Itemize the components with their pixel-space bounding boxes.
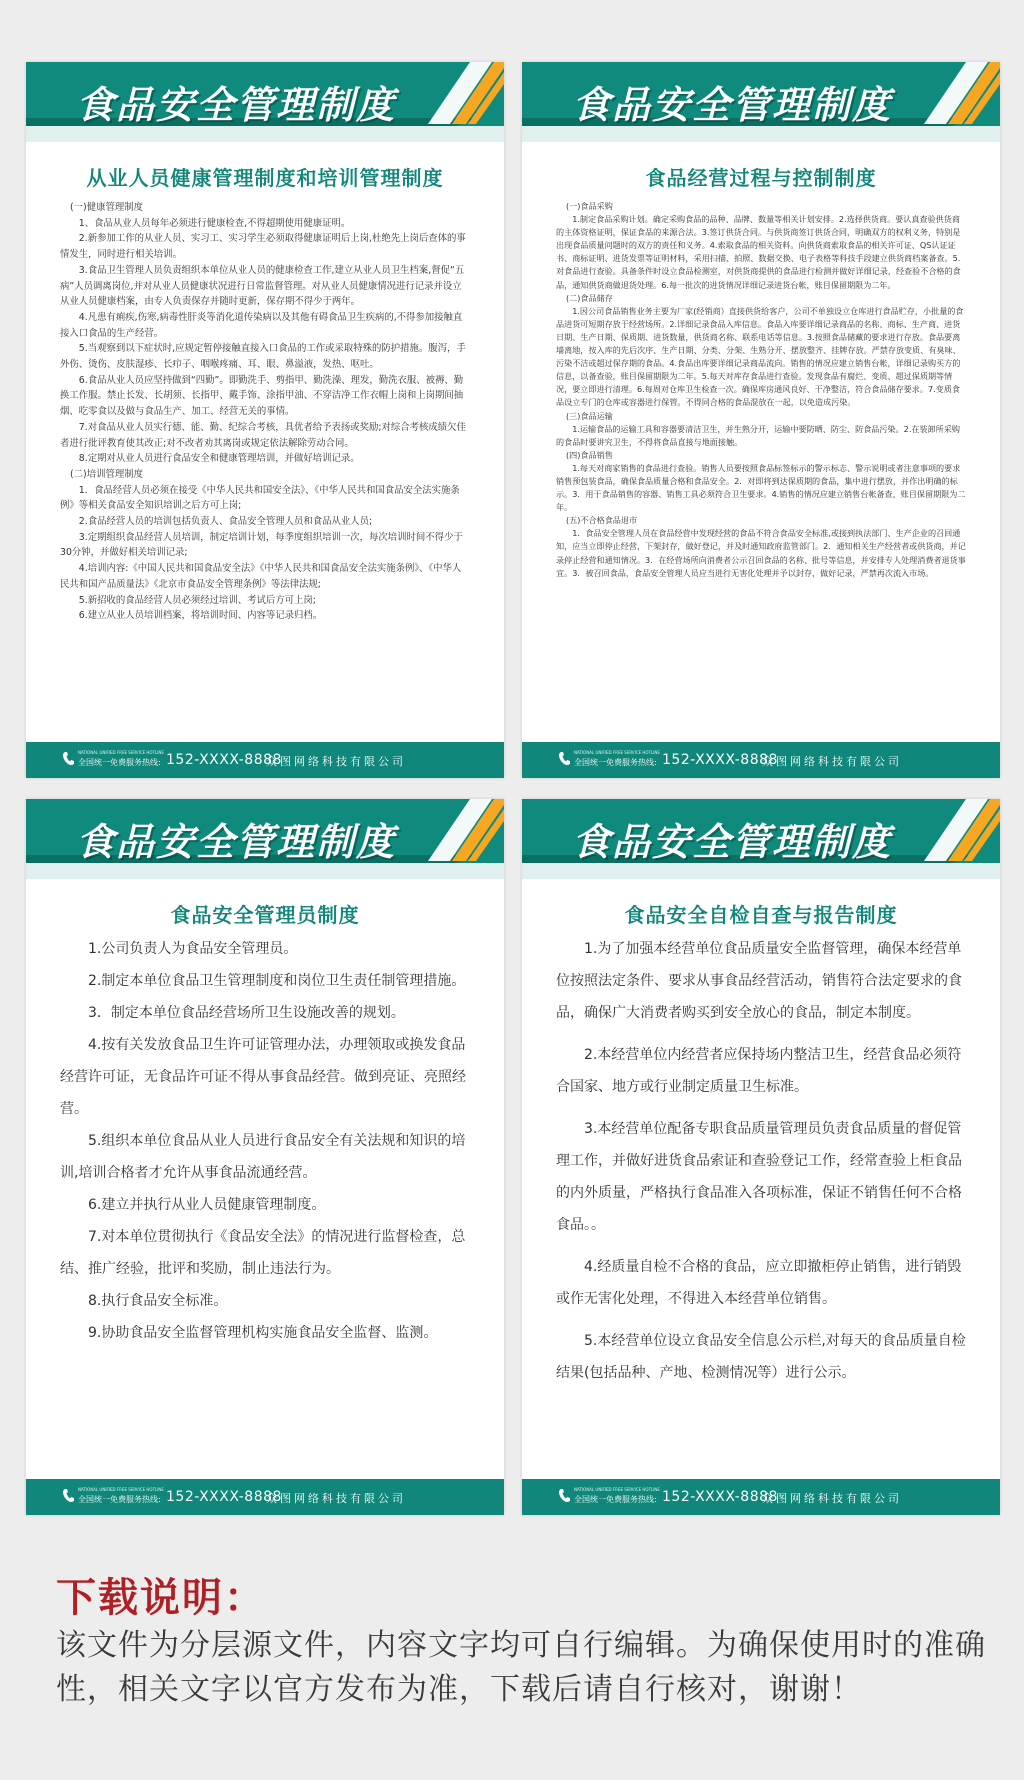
paragraph: 8.定期对从业人员进行食品安全和健康管理培训，并做好培训记录。 bbox=[78, 453, 360, 465]
header-banner bbox=[26, 799, 504, 879]
phone-number: 152-XXXX-8888 bbox=[166, 1489, 282, 1505]
company-name: 众图网络科技有限公司 bbox=[762, 1492, 902, 1505]
header-banner bbox=[522, 62, 1000, 142]
board-subtitle: 从业人员健康管理制度和培训管理制度 bbox=[86, 166, 444, 190]
phone-icon bbox=[62, 1488, 74, 1504]
paragraph: 3.食品卫生管理人员负责组织本单位从业人员的健康检查工作,建立从业人员卫生档案,督促“五病”人员调离岗位,并对从业人员健康状况进行日常监督管理。对从业人员健康情况进行记录并设立从业人员健康档案，由专人负责保存并随时更新，保存期不得少于两年。 bbox=[60, 264, 465, 308]
company-name: 众图网络科技有限公司 bbox=[762, 755, 902, 768]
hotline-english: NATIONAL UNIFIED FREE SERVICE HOTLINE bbox=[78, 1487, 164, 1492]
paragraph: 7.对食品从业人员实行德、能、勤、纪综合考核，具优者给予表扬或奖励;对综合考核成绩欠佳者进行批评教育使其改正;对不改者劝其离岗或规定依法解除劳动合同。 bbox=[60, 421, 466, 449]
paragraph: 4.培训内容:《中国人民共和国食品安全法》《中华人民共和国食品安全法实施条例》、《中华人民共和国产品质量法》《北京市食品安全管理条例》等法律法规; bbox=[60, 563, 462, 590]
hotline-english: NATIONAL UNIFIED FREE SERVICE HOTLINE bbox=[574, 1487, 660, 1492]
paragraph: 2.制定本单位食品卫生管理制度和岗位卫生责任制管理措施。 bbox=[88, 973, 466, 989]
paragraph: 1.制定食品采购计划。确定采购食品的品种、品牌、数量等相关计划安排。2.选择供货商。要认真查验供货商的主体资格证明，保证食品的来源合法。3.签订供货合同。与供货商签订供货合同，明确双方的权利义务，特别是出现食品质量问题时的双方的责任和义务。4.索取食品的相关资料。向供货商索取食品的相关许可证、QS认证证书、商标证明、进货发票等证明材料，采用扫描、拍照、数据交换、电子表格等科技手段建立供货商档案备查。5.对食品进行查验。具备条件时设立食品检测室，对供货商提供的食品进行检测并做好详细记录，经查验不合格的食品，通知供货商做退货处理。6.每一批次的进货情况详细记录进货台帐，账目保留期限为二年。 bbox=[556, 214, 961, 290]
hotline-label: 全国统一免费服务热线: bbox=[574, 1495, 657, 1504]
board-body bbox=[556, 933, 968, 1389]
header-banner bbox=[26, 62, 504, 142]
section-heading: (二)食品储存 bbox=[566, 292, 613, 303]
company-name: 众图网络科技有限公司 bbox=[266, 1492, 406, 1505]
header-title: 食品安全管理制度 bbox=[572, 820, 893, 864]
phone-number: 152-XXXX-8888 bbox=[166, 752, 282, 768]
paragraph: 3．制定本单位食品经营场所卫生设施改善的规划。 bbox=[88, 1005, 405, 1021]
header-title: 食品安全管理制度 bbox=[76, 820, 397, 864]
paragraph: 8.执行食品安全标准。 bbox=[88, 1293, 228, 1309]
footer-bar bbox=[522, 1479, 1000, 1515]
paragraph: 3.定期组织食品经营人员培训，制定培训计划，每季度组织培训一次，每次培训时间不得少于30分钟，并做好相关培训记录; bbox=[60, 531, 463, 559]
section-heading: (五)不合格食品退市 bbox=[566, 515, 638, 526]
hotline-label: 全国统一免费服务热线: bbox=[78, 758, 161, 767]
phone-number: 152-XXXX-8888 bbox=[662, 1489, 778, 1505]
paragraph: 2.食品经营人员的培训包括负责人、食品安全管理人员和食品从业人员; bbox=[78, 516, 373, 528]
board-body bbox=[60, 200, 470, 624]
company-name: 众图网络科技有限公司 bbox=[266, 755, 406, 768]
hotline-english: NATIONAL UNIFIED FREE SERVICE HOTLINE bbox=[78, 750, 164, 755]
header-title: 食品安全管理制度 bbox=[76, 83, 397, 127]
download-note-text: 该文件为分层源文件，内容文字均可自行编辑。为确保使用时的准确性，相关文字以官方发布为准，下载后请自行核对，谢谢！ bbox=[56, 1628, 986, 1707]
paragraph: 5.本经营单位设立食品安全信息公示栏,对每天的食品质量自检结果(包括品种、产地、检测情况等）进行公示。 bbox=[556, 1333, 966, 1381]
paragraph: 6.食品从业人员应坚持做到“四勤”。即勤洗手、剪指甲、勤洗澡、理发，勤洗衣服、被褥、勤换工作服。禁止长发、长胡须、长指甲、戴手饰、涂指甲油、不穿洁净工作衣帽上岗和上岗期间抽烟、吃零食以及做与食品生产、加工、经营无关的事情。 bbox=[60, 374, 464, 418]
header-title: 食品安全管理制度 bbox=[572, 83, 893, 127]
paragraph: 1、食品从业人员每年必须进行健康检查,不得超期使用健康证明。 bbox=[78, 217, 351, 229]
section-heading: (一)食品采购 bbox=[566, 201, 613, 211]
section-heading: (三)食品运输 bbox=[566, 410, 613, 421]
board-subtitle: 食品安全自检自查与报告制度 bbox=[624, 903, 898, 927]
paragraph: 5.当观察到以下症状时,应规定暂停接触直接入口食品的工作或采取特殊的防护措施。腹泻，手外伤、烫伤、皮肤湿疹、长疖子、咽喉疼痛、耳、眼、鼻溢液，发热、呕吐。 bbox=[60, 343, 466, 371]
paragraph: 1.为了加强本经营单位食品质量安全监督管理，确保本经营单位按照法定条件、要求从事食品经营活动，销售符合法定要求的食品，确保广大消费者购买到安全放心的食品，制定本制度。 bbox=[556, 941, 962, 1021]
board-operation-control bbox=[522, 62, 1000, 778]
paragraph: 4.经质量自检不合格的食品，应立即撤柜停止销售，进行销毁或作无害化处理，不得进入本经营单位销售。 bbox=[556, 1259, 962, 1307]
paragraph: 2.新参加工作的从业人员、实习工、实习学生必须取得健康证明后上岗,杜绝先上岗后查体的事情发生，同时进行相关培训。 bbox=[60, 233, 466, 261]
paragraph: 3.本经营单位配备专职食品质量管理员负责食品质量的督促管理工作，并做好进货食品索证和查验登记工作，经常查验上柜食品的内外质量，严格执行食品准入各项标准，保证不销售任何不合格食品。。 bbox=[556, 1121, 962, 1233]
hotline-label: 全国统一免费服务热线: bbox=[78, 1495, 161, 1504]
paragraph: 2.本经营单位内经营者应保持场内整洁卫生，经营食品必须符合国家、地方或行业制定质量卫生标准。 bbox=[556, 1047, 962, 1095]
phone-icon bbox=[558, 1488, 570, 1504]
hotline-label: 全国统一免费服务热线: bbox=[574, 758, 657, 767]
paragraph: 1.公司负责人为食品安全管理员。 bbox=[88, 941, 298, 957]
paragraph: 4.按有关发放食品卫生许可证管理办法，办理领取或换发食品经营许可证，无食品许可证不得从事食品经营。做到亮证、亮照经营。 bbox=[60, 1037, 466, 1117]
paragraph: 4.凡患有痢疾,伤寒,病毒性肝炎等消化道传染病以及其他有碍食品卫生疾病的,不得参加接触直接入口食品的生产经营。 bbox=[60, 311, 463, 339]
footer-bar bbox=[26, 742, 504, 778]
paragraph: 1.每天对商家销售的食品进行查验。销售人员要按照食品标签标示的警示标志、警示说明或者注意事项的要求销售预包装食品，确保食品质量合格和食品安全。2．对即将到达保质期的食品，集中进行摆放，并作出明确的标示。3．用于食品销售的容器、销售工具必须符合卫生要求。4.销售的情况应建立销售台帐备查，账目保留期限为二年。 bbox=[556, 462, 966, 513]
paragraph: 9.协助食品安全监督管理机构实施食品安全监督、监测。 bbox=[88, 1325, 438, 1341]
paragraph: 1．食品经营人员必须在接受《中华人民共和国安全法》、《中华人民共和国食品安全法实施条例》等相关食品安全知识培训之后方可上岗; bbox=[60, 484, 460, 512]
board-subtitle: 食品经营过程与控制制度 bbox=[645, 166, 877, 190]
paragraph: 5.组织本单位食品从业人员进行食品安全有关法规和知识的培训,培训合格者才允许从事食品流通经营。 bbox=[60, 1133, 466, 1181]
footer-bar bbox=[522, 742, 1000, 778]
board-health-training bbox=[26, 62, 504, 778]
board-body bbox=[556, 200, 966, 580]
hotline-english: NATIONAL UNIFIED FREE SERVICE HOTLINE bbox=[574, 750, 660, 755]
paragraph: 1．食品安全管理人员在食品经营中发现经营的食品不符合食品安全标准,或接到执法部门、生产企业的召回通知，应当立即停止经营，下架封存，做好登记，并及时通知政府监管部门。2．通知相关生产经营者或供货商，并记录停止经营和通知情况。3．在经营场所向消费者公示召回食品的名称、批号等信息，并安排专人处理消费者退货事宜。3．被召回食品，食品安全管理人员应当进行无害化处理并予以封存，做好记录，严禁再次流入市场。 bbox=[556, 528, 966, 578]
paragraph: 6.建立从业人员培训档案，将培训时间、内容等记录归档。 bbox=[78, 610, 323, 622]
phone-icon bbox=[558, 751, 570, 767]
paragraph: 6.建立并执行从业人员健康管理制度。 bbox=[88, 1197, 326, 1213]
paragraph: 1.因公司食品销售业务主要为厂家(经销商）直接供货给客户，公司不单独设立仓库进行食品贮存，小批量的食品进货可短期存放于经营场所。2.详细记录食品入库信息。食品入库要详细记录商品的名称、商标、生产商、进货日期、生产日期、保质期、进货数量，供货商名称、联系电话等信息。3.按照食品储藏的要求进行存放。食品要离墙离地，按入库的先后次序、生产日期、分类、分架、生熟分开、摆放整齐、挂牌存放。严禁存放变质、有臭味、污染不洁或超过保存期的食品。4.食品出库要详细记录商品流向。销售的情况应建立销售台帐，详细记录购买方的信息，以备查验，账目保留期限为二年。5.每天对库存食品进行查验。发现食品有腐烂、变质、超过保质期等情况，要立即进行清理。6.每周对仓库卫生检查一次。确保库房通风良好、干净整洁，符合食品储存要求。7.变质食品设立专门的仓库或容器进行保管。不得同合格的食品混放在一起，以免造成污染。 bbox=[556, 305, 964, 408]
board-self-inspection bbox=[522, 799, 1000, 1515]
section-heading: (四)食品销售 bbox=[566, 449, 613, 460]
phone-icon bbox=[62, 751, 74, 767]
section-heading: (二)培训管理制度 bbox=[70, 468, 143, 480]
paragraph: 7.对本单位贯彻执行《食品安全法》的情况进行监督检查，总结、推广经验，批评和奖励，制止违法行为。 bbox=[60, 1229, 466, 1277]
section-heading: (一)健康管理制度 bbox=[70, 202, 143, 213]
download-note-title: 下载说明： bbox=[56, 1575, 266, 1621]
board-subtitle: 食品安全管理员制度 bbox=[170, 903, 360, 927]
header-banner bbox=[522, 799, 1000, 879]
footer-bar bbox=[26, 1479, 504, 1515]
paragraph: 1.运输食品的运输工具和容器要清洁卫生，并生熟分开，运输中要防晒、防尘、防食品污染。2.在装卸所采购的食品时要讲究卫生，不得将食品直接与地面接触。 bbox=[556, 423, 960, 447]
board-safety-manager bbox=[26, 799, 504, 1515]
board-body bbox=[60, 933, 472, 1349]
paragraph: 5.新招收的食品经营人员必须经过培训、考试后方可上岗; bbox=[78, 594, 316, 606]
phone-number: 152-XXXX-8888 bbox=[662, 752, 778, 768]
